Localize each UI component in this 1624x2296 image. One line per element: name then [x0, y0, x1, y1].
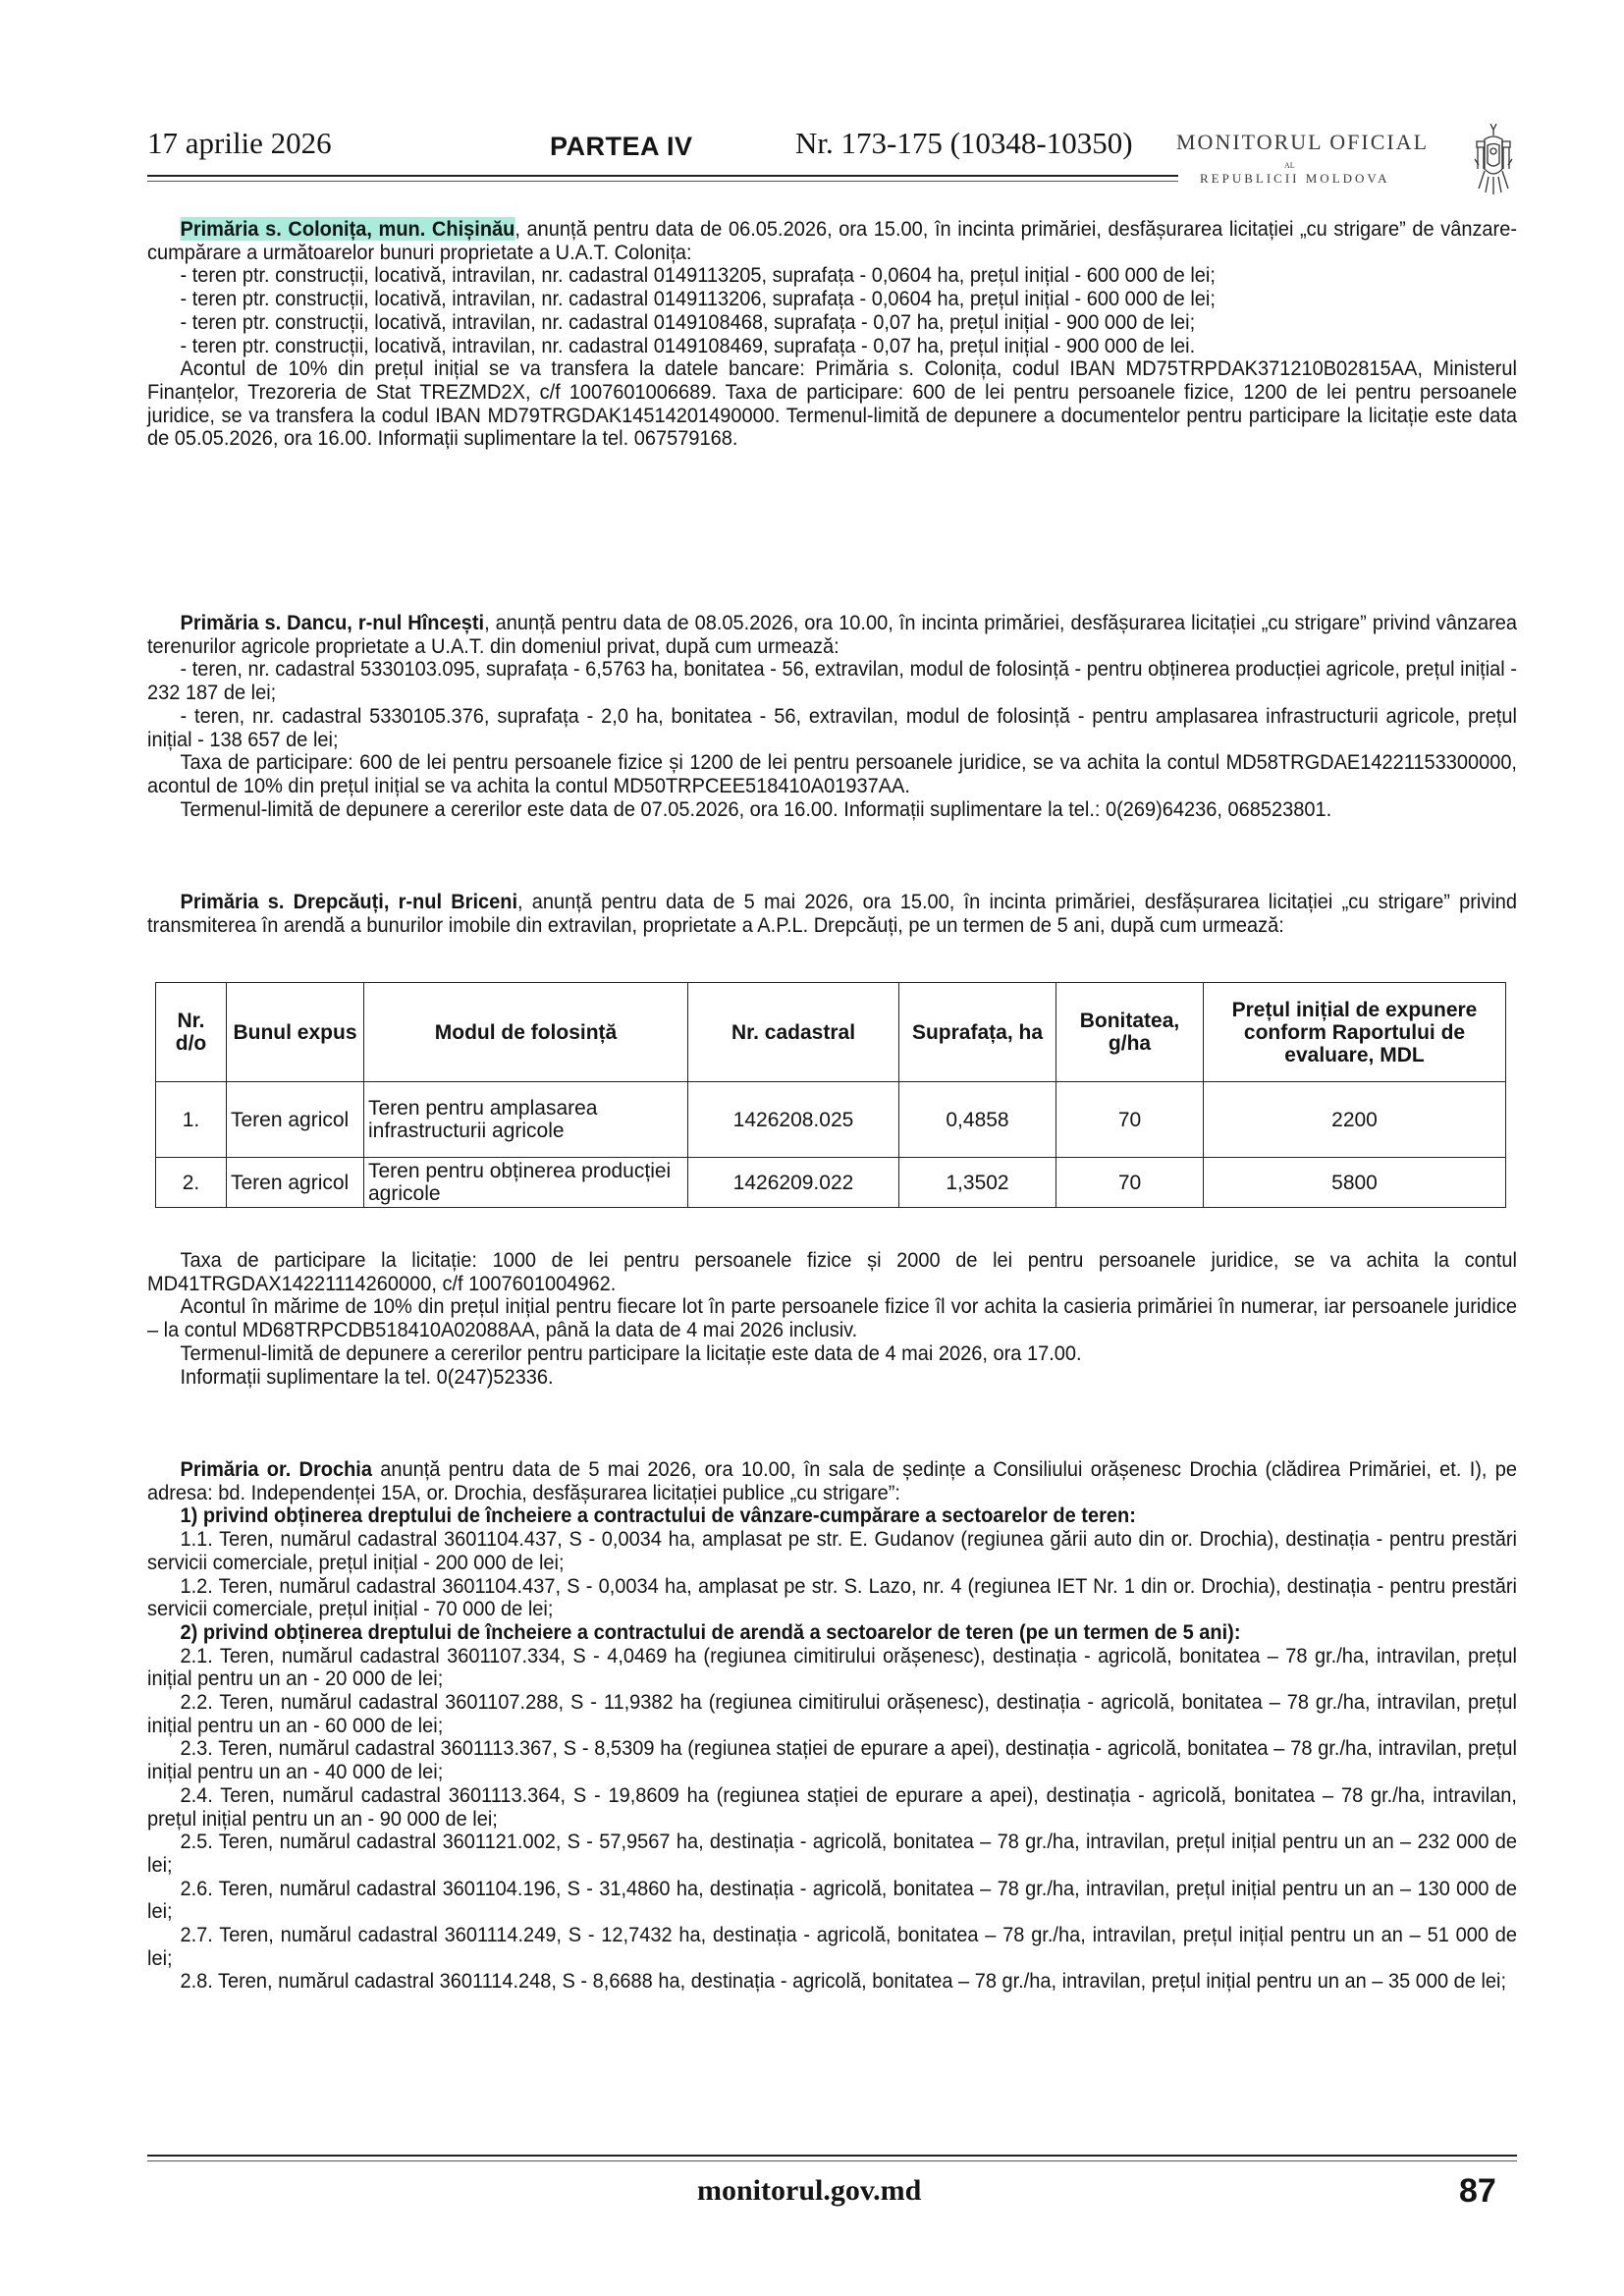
part-label: PARTEA IV — [550, 132, 693, 161]
table-cell: Teren agricol — [227, 1082, 364, 1158]
deadline-details: Termenul-limită de depunere a cererilor pentru participare la licitație este data de 4 mai 2026, ora 17.00. — [180, 1340, 1082, 1365]
table-cell: 1426209.022 — [688, 1158, 899, 1208]
table-row — [156, 1082, 1506, 1158]
notice-intro: Primăria s. Dancu, r-nul Hîncești, anunță pentru data de 08.05.2026, ora 10.00, în incinta primăriei, desfășurarea licitației „cu strigare” privind vânzarea terenurilor agricole proprietate a U.A.T. din domeniul privat, după cum urmează: — [147, 611, 1517, 658]
publication-name: MONITORUL OFICIAL — [1176, 130, 1430, 154]
deadline-details: Termenul-limită de depunere a cererilor este data de 07.05.2026, ora 16.00. Informații suplimentare la tel.: 0(269)64236, 068523801. — [180, 796, 1332, 821]
list-item: 2.7. Teren, numărul cadastral 3601114.249, S - 12,7432 ha, destinația - agricolă, bonitatea – 78 gr./ha, intravilan, prețul inițial pentru un an – 51 000 de lei; — [147, 1923, 1518, 1970]
notice-intro: Primăria or. Drochia anunță pentru data de 5 mai 2026, ora 10.00, în sala de ședințe a Consiliului orășenesc Drochia (clădirea Primăriei, et. I), pe adresa: bd. Independenței 15A, or. Drochia, desfășurarea licitației publice „cu strigare”: — [147, 1457, 1518, 1504]
publication-country: REPUBLICII MOLDOVA — [1200, 171, 1390, 186]
footer-rule — [147, 2155, 1517, 2157]
list-item: - teren, nr. cadastral 5330103.095, suprafața - 6,5763 ha, bonitatea - 56, extravilan, modul de folosință - pentru obținerea producției agricole, prețul inițial - 232 187 de lei; — [147, 657, 1518, 705]
notice-title: Primăria or. Drochia — [180, 1457, 372, 1481]
list-item: - teren ptr. construcții, locativă, intravilan, nr. cadastral 0149113206, suprafața - 0,0604 ha, prețul inițial - 600 000 de lei; — [180, 287, 1216, 311]
fee-details: Taxa de participare la licitație: 1000 de lei pentru persoanele fizice și 2000 de lei pentru persoanele juridice, se va achita la contul MD41TRGDAX14221114260000, c/f 1007601004962. — [147, 1248, 1518, 1295]
issue-date: 17 aprilie 2026 — [147, 126, 332, 160]
table-cell: 2200 — [1204, 1082, 1506, 1158]
payment-details: Acontul de 10% din prețul inițial se va transfera la datele bancare: Primăria s. Colonița, codul IBAN MD75TRPDAK371210B02815AA, Ministerul Finanțelor, Trezoreria de Stat TREZMD2X, c/f 1007601006689. Taxa de participare: 600 de lei pentru persoanele fizice, 1200 de lei pentru persoanele juridice, se va transfera la codul IBAN MD79TRGDAK14514201490000. Termenul-limită de depunere a documentelor pentru participare la licitație este data de 05.05.2026, ora 16.00. Informații suplimentare la tel. 067579168. — [147, 356, 1518, 451]
table-cell: 70 — [1056, 1158, 1204, 1208]
list-item: 2.1. Teren, numărul cadastral 3601107.334, S - 4,0469 ha (regiunea cimitirului orășenesc), destinația - agricolă, bonitatea – 78 gr./ha, intravilan, prețul inițial pentru un an - 20 000 de lei; — [147, 1643, 1518, 1691]
column-header: Suprafața, ha — [899, 983, 1056, 1082]
notice-title: Primăria s. Dancu, r-nul Hîncești — [180, 611, 485, 634]
notice-dancu — [147, 612, 1517, 821]
table-row — [156, 1158, 1506, 1208]
notice-drepcauti-terms — [147, 1249, 1517, 1389]
table-header-row — [156, 983, 1506, 1082]
notice-drochia — [147, 1458, 1517, 1994]
table-cell: 1426208.025 — [688, 1082, 899, 1158]
table-cell: 1. — [156, 1082, 227, 1158]
table-cell: Teren pentru obținerea producției agricole — [364, 1158, 688, 1208]
column-header: Bonitatea, g/ha — [1056, 983, 1204, 1082]
table-cell: 0,4858 — [899, 1082, 1056, 1158]
list-item: 1.1. Teren, numărul cadastral 3601104.437, S - 0,0034 ha, amplasat pe str. E. Gudanov (regiunea gării auto din or. Drochia), destinația - pentru prestări servicii comerciale, prețul inițial - 200 000 de lei; — [147, 1527, 1518, 1574]
notice-drepcauti — [147, 891, 1517, 937]
list-item: 2.3. Teren, numărul cadastral 3601113.367, S - 8,5309 ha (regiunea stației de epurare a apei), destinația - agricolă, bonitatea – 78 gr./ha, intravilan, prețul inițial pentru un an - 40 000 de lei; — [147, 1736, 1518, 1784]
page-header — [147, 120, 1517, 208]
column-header: Nr. d/o — [156, 983, 227, 1082]
deposit-details: Acontul în mărime de 10% din prețul inițial pentru fiecare lot în parte persoanele fizice îl vor achita la casieria primăriei în numerar, iar persoanele juridice – la contul MD68TRPCDB518410A02088AA, până la data de 4 mai 2026 inclusiv. — [147, 1294, 1518, 1342]
contact-details: Informații suplimentare la tel. 0(247)52336. — [180, 1364, 554, 1389]
header-rule — [147, 175, 1178, 177]
list-item: 2.4. Teren, numărul cadastral 3601113.364, S - 19,8609 ha (regiunea stației de epurare a apei), destinația - agricolă, bonitatea – 78 gr./ha, intravilan, prețul inițial pentru un an - 90 000 de lei; — [147, 1782, 1518, 1831]
list-item: 2.2. Teren, numărul cadastral 3601107.288, S - 11,9382 ha (regiunea cimitirului orășenesc), destinația - agricolă, bonitatea – 78 gr./ha, intravilan, prețul inițial pentru un an - 60 000 de lei; — [147, 1690, 1518, 1737]
table-cell: 5800 — [1204, 1158, 1506, 1208]
list-item: - teren ptr. construcții, locativă, intravilan, nr. cadastral 0149108468, suprafața - 0,07 ha, prețul inițial - 900 000 de lei; — [180, 309, 1196, 334]
list-item: 1.2. Teren, numărul cadastral 3601104.437, S - 0,0034 ha, amplasat pe str. S. Lazo, nr. 4 (regiunea IET Nr. 1 din or. Drochia), destinația - pentru prestări servicii comerciale, prețul inițial - 70 000 de lei; — [147, 1573, 1518, 1621]
list-item: - teren ptr. construcții, locativă, intravilan, nr. cadastral 0149108469, suprafața - 0,07 ha, prețul inițial - 900 000 de lei. — [180, 333, 1196, 357]
list-item: 2.5. Teren, numărul cadastral 3601121.002, S - 57,9567 ha, destinația - agricolă, bonitatea – 78 gr./ha, intravilan, prețul inițial pentru un an – 232 000 de lei; — [147, 1830, 1518, 1877]
column-header: Bunul expus — [227, 983, 364, 1082]
fee-details: Taxa de participare: 600 de lei pentru persoanele fizice și 1200 de lei pentru persoanele juridice, se va achita la contul MD58TRGDAE14221153300000, acontul de 10% din prețul inițial se va achita la contul MD50TRPCEE518410A01937AA. — [147, 750, 1518, 797]
list-item: - teren ptr. construcții, locativă, intravilan, nr. cadastral 0149113205, suprafața - 0,0604 ha, prețul inițial - 600 000 de lei; — [180, 263, 1216, 288]
page-number: 87 — [1459, 2172, 1496, 2210]
table-cell: 70 — [1056, 1082, 1204, 1158]
footer-rule-thin — [147, 2160, 1517, 2161]
issue-number: Nr. 173-175 (10348-10350) — [795, 126, 1133, 160]
footer-website: monitorul.gov.md — [697, 2174, 922, 2207]
coat-of-arms-icon — [1471, 120, 1516, 200]
section-heading: 2) privind obținerea dreptului de încheiere a contractului de arendă a sectoarelor de teren (pe un termen de 5 ani): — [180, 1619, 1241, 1644]
notice-intro: Primăria s. Colonița, mun. Chișinău, anunță pentru data de 06.05.2026, ora 15.00, în incinta primăriei, desfășurarea licitației „cu strigare” de vânzare-cumpărare a următoarelor bunuri proprietate a U.A.T. Colonița: — [147, 217, 1517, 264]
list-item: 2.8. Teren, numărul cadastral 3601114.248, S - 8,6688 ha, destinația - agricolă, bonitatea – 78 gr./ha, intravilan, prețul inițial pentru un an – 35 000 de lei; — [180, 1969, 1507, 1994]
publication-al: AL — [1284, 161, 1295, 170]
list-item: 2.6. Teren, numărul cadastral 3601104.196, S - 31,4860 ha, destinația - agricolă, bonitatea – 78 gr./ha, intravilan, prețul inițial pentru un an – 130 000 de lei; — [147, 1876, 1518, 1924]
lots-table — [155, 982, 1506, 1208]
column-header: Nr. cadastral — [688, 983, 899, 1082]
notice-colonita — [147, 218, 1517, 451]
column-header: Modul de folosință — [364, 983, 688, 1082]
header-rule-thin — [147, 181, 1178, 182]
list-item: - teren, nr. cadastral 5330105.376, suprafața - 2,0 ha, bonitatea - 56, extravilan, modul de folosință - pentru amplasarea infrastructurii agricole, prețul inițial - 138 657 de lei; — [147, 703, 1518, 751]
table-cell: 1,3502 — [899, 1158, 1056, 1208]
notice-title: Primăria s. Drepcăuți, r-nul Briceni — [180, 890, 518, 913]
table-cell: Teren pentru amplasarea infrastructurii agricole — [364, 1082, 688, 1158]
section-heading: 1) privind obținerea dreptului de încheiere a contractului de vânzare-cumpărare a sectoarelor de teren: — [180, 1503, 1136, 1528]
notice-title: Primăria s. Colonița, mun. Chișinău — [180, 217, 515, 241]
table-cell: 2. — [156, 1158, 227, 1208]
column-header: Prețul inițial de expunere conform Raportului de evaluare, MDL — [1204, 983, 1506, 1082]
table-cell: Teren agricol — [227, 1158, 364, 1208]
notice-intro: Primăria s. Drepcăuți, r-nul Briceni, anunță pentru data de 5 mai 2026, ora 15.00, în incinta primăriei, desfășurarea licitației „cu strigare” privind transmiterea în arendă a bunurilor imobile din extravilan, proprietate a A.P.L. Drepcăuți, pe un termen de 5 ani, după cum urmează: — [147, 890, 1518, 937]
